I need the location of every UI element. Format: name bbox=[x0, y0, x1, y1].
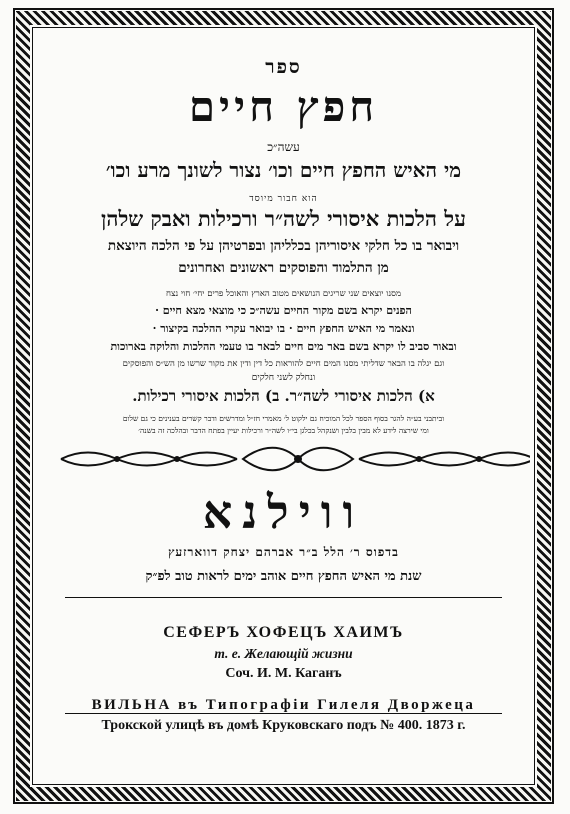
russian-title: СЕФЕРЪ ХОФЕЦЪ ХАИМЪ bbox=[163, 624, 404, 641]
sefer-label: ספר bbox=[265, 56, 302, 78]
two-parts-label: ונחלק לשני חלקים bbox=[251, 373, 316, 383]
parts-listing: א) הלכות איסורי לשה״ר. ב) הלכות איסורי רכילות. bbox=[132, 387, 435, 405]
divider-rule-top bbox=[65, 597, 502, 598]
russian-address: Трокской улицѣ въ домѣ Круковскаго подъ № 400. 1873 г. bbox=[101, 718, 466, 733]
sources-note: וגם יגלה בו הבאר שדליתי מסנו המים חיים להוראות כל דין ודין את מקור שרשו מן הש״ס והפוסקים bbox=[122, 359, 445, 369]
book-title: חפץ חיים bbox=[188, 82, 379, 131]
description-line-2: מן התלמוד והפוסקים ראשונים ואחרונים bbox=[178, 260, 389, 276]
composition-label: הוא חבור מיוסד bbox=[249, 194, 318, 204]
city-name: ווילנא bbox=[202, 485, 365, 539]
page-content bbox=[37, 32, 530, 780]
beer-mayim-chaim-line: ובאור סביב לו יקרא בשם באר מים חיים לבאר בו טעמי ההלכות והלוקה בארוכות bbox=[110, 340, 457, 353]
ashac-label: עשה״כ bbox=[267, 140, 300, 154]
ornament-divider bbox=[57, 444, 530, 474]
main-text-line: ונאמר מי האיש החפץ חיים · בו יבואר עקרי ההלכה בקיצור · bbox=[152, 322, 415, 335]
subject-heading: על הלכות איסורי לשה״ר ורכילות ואבק שלהן bbox=[101, 206, 466, 231]
two-branches-note: מסנו יוצאים שני שריגים הנושאים מטוב הארץ והאוכל פרים יחי׳ חוי נצח bbox=[165, 289, 402, 299]
appendix-note-1: וביתבני בע״ה להגר בסוף הספר לכל המוכיח גם ילקוט ל׳ מאמרי חז״ל ומדרשים ודבר קשרים בענינים כי גם שלום bbox=[122, 414, 445, 423]
description-line-1: ויבואר בו כל חלקי איסוריהן בכלליהן ובפרטיהן על פי הלכה היוצאת bbox=[107, 238, 460, 254]
russian-author: Соч. И. М. Каганъ bbox=[225, 666, 342, 681]
russian-subtitle: т. е. Желающій жизни bbox=[214, 646, 353, 661]
year-line: שנת מי האיש החפץ חיים אוהב ימים לראות טוב לפ״ק bbox=[145, 569, 422, 584]
appendix-note-2: ומי שירצה לידע לא מבין בלבין ושנקהל בכלגן בי״ו לשה״ר ורכילות יעיין בפתח הדבר ובהלכה זה בשנה׳ bbox=[138, 426, 429, 435]
ornamental-frame bbox=[13, 8, 554, 804]
printer-line: בדפוס ר׳ הלל ב״ר אברהם יצחק דווארזעץ bbox=[168, 545, 399, 559]
russian-printer: ВИЛЬНА въ Типографіи Гилеля Дворжеца bbox=[91, 697, 476, 713]
mekor-hachaim-line: הפנים יקרא בשם מקור החיים עשה״כ כי מוצאי מצא חיים · bbox=[155, 304, 412, 317]
title-verse: מי האיש החפץ חיים וכו׳ נצור לשונך מרע וכו׳ bbox=[105, 158, 462, 182]
